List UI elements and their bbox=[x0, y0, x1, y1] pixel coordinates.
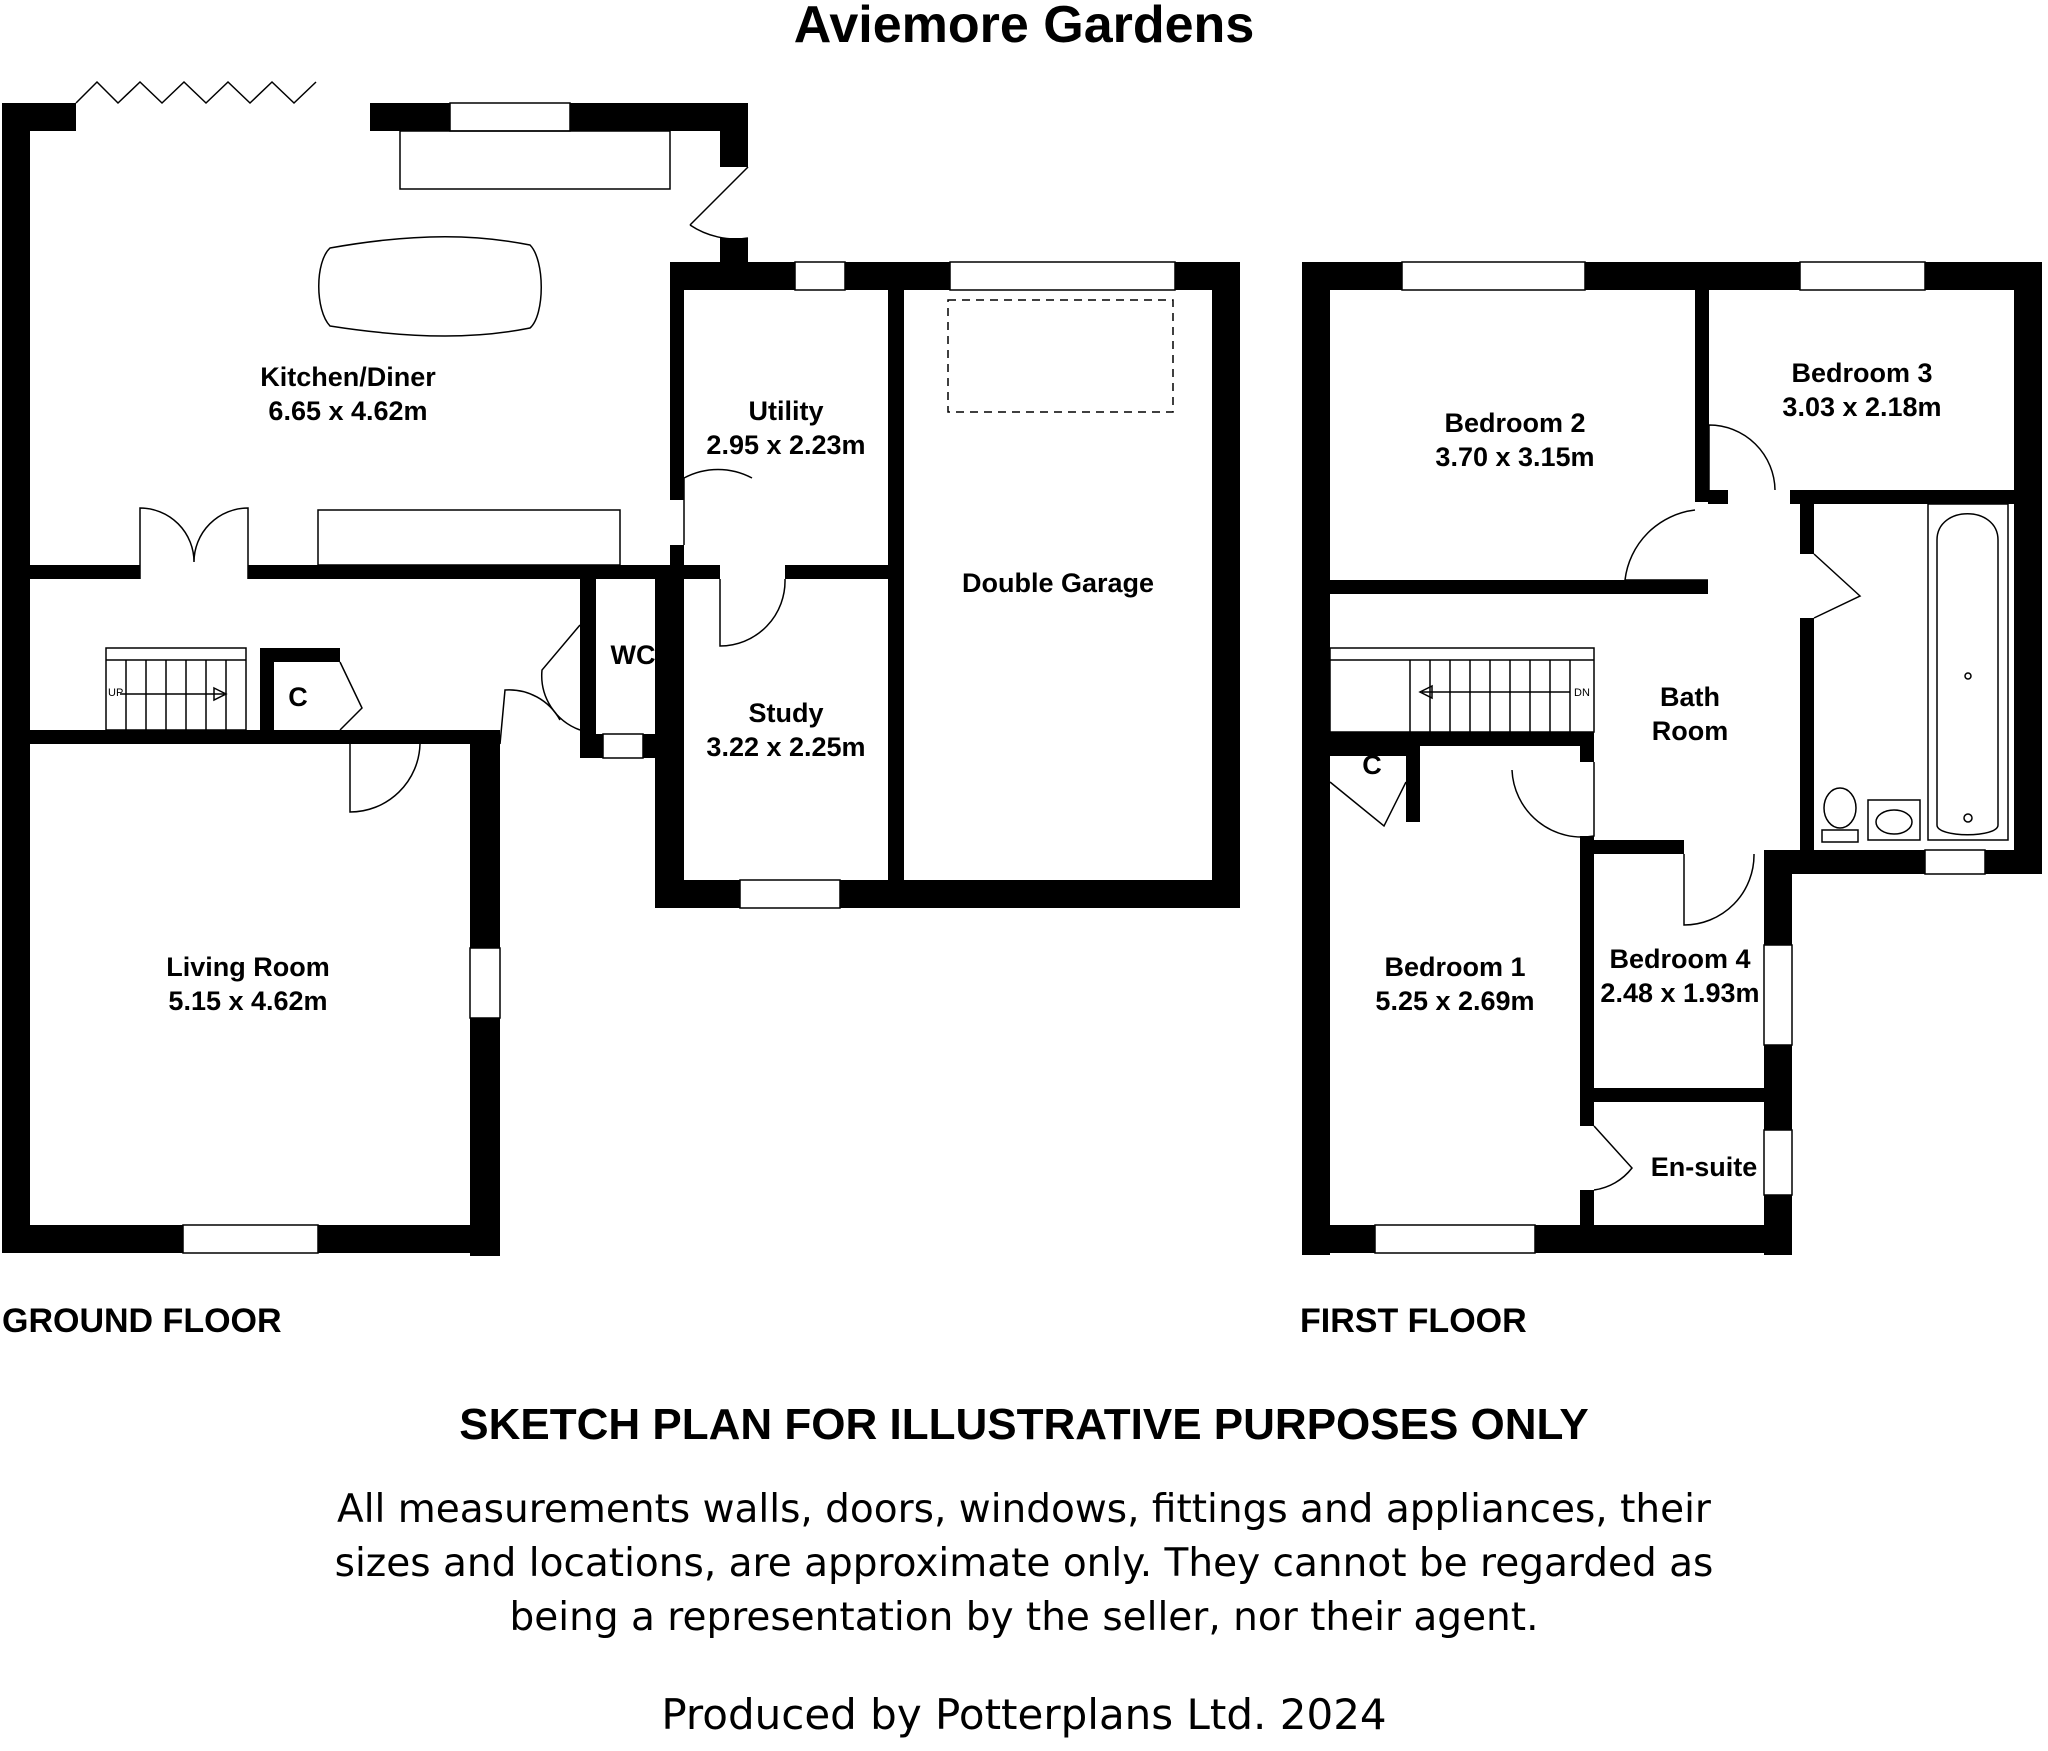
ff-stair-treads bbox=[1330, 660, 1594, 732]
kitchen-side-door bbox=[690, 167, 748, 239]
utility-garage-wall bbox=[888, 290, 904, 880]
ff-bathroom-south-wall bbox=[1788, 850, 2042, 874]
wc-west-wall bbox=[580, 578, 596, 758]
utility-size: 2.95 x 2.23m bbox=[706, 430, 866, 460]
gf-west-wall bbox=[2, 103, 30, 1253]
ff-west-wall bbox=[1302, 262, 1330, 1255]
living-door bbox=[350, 744, 420, 812]
front-door bbox=[500, 690, 560, 744]
disclaimer-text bbox=[0, 1483, 2048, 1645]
disclaimer-line-1: All measurements walls, doors, windows, fittings and appliances, their bbox=[337, 1487, 1711, 1532]
bedroom-4-north-wall-left bbox=[1594, 840, 1684, 854]
bedroom-3-door bbox=[1709, 425, 1775, 490]
living-front-window bbox=[183, 1225, 318, 1253]
living-side-window bbox=[470, 948, 500, 1018]
cupboard-door bbox=[340, 662, 362, 730]
bedroom-1-window bbox=[1375, 1225, 1535, 1253]
stair-treads bbox=[106, 660, 246, 730]
wc-window bbox=[603, 734, 643, 758]
garage-east-wall bbox=[1212, 262, 1240, 907]
ff-cupboard-door bbox=[1330, 782, 1406, 826]
bedroom-1-name: Bedroom 1 bbox=[1384, 952, 1526, 982]
study-name: Study bbox=[748, 698, 824, 728]
study-size: 3.22 x 2.25m bbox=[706, 732, 866, 762]
bifold-doors bbox=[76, 82, 316, 103]
toilet-cistern bbox=[1822, 830, 1858, 842]
kitchen-window bbox=[450, 103, 570, 131]
en-suite-window bbox=[1764, 1130, 1792, 1195]
kitchen-hall-wall-right bbox=[248, 565, 718, 579]
bedroom-2-name: Bedroom 2 bbox=[1444, 408, 1586, 438]
cupboard-west-wall bbox=[260, 648, 274, 730]
ff-cupboard-label: C bbox=[1362, 750, 1382, 780]
bedroom-1-door bbox=[1512, 762, 1594, 837]
bath-tub-frame bbox=[1928, 504, 2008, 840]
first-floor-plan bbox=[1300, 262, 2042, 1340]
kitchen-double-doors bbox=[140, 508, 248, 579]
utility-south-wall-right bbox=[785, 565, 895, 579]
kitchen-island bbox=[319, 237, 542, 336]
bedroom-3-window bbox=[1800, 262, 1925, 290]
wc-name: WC bbox=[610, 640, 656, 670]
gf-north-wall-left bbox=[2, 103, 76, 131]
plan-title: Aviemore Gardens bbox=[793, 0, 1255, 54]
ground-floor-plan bbox=[2, 82, 1240, 1340]
en-suite-name: En-suite bbox=[1650, 1152, 1758, 1182]
bedroom-3-size: 3.03 x 2.18m bbox=[1782, 392, 1942, 422]
garage-door-dashed bbox=[948, 300, 1173, 412]
living-room-name: Living Room bbox=[166, 952, 330, 982]
toilet-bowl bbox=[1824, 788, 1856, 828]
bedroom-4-window bbox=[1764, 945, 1792, 1045]
bath-drain bbox=[1965, 673, 1971, 679]
bedroom-2-door bbox=[1625, 510, 1708, 580]
utility-window bbox=[795, 262, 845, 290]
bed2-bed3-wall bbox=[1695, 290, 1709, 502]
landing-jamb bbox=[1708, 490, 1728, 504]
kitchen-unit-run bbox=[318, 510, 620, 565]
garage-window bbox=[950, 262, 1175, 290]
bathroom-west-wall-upper bbox=[1800, 504, 1814, 554]
living-room-size: 5.15 x 4.62m bbox=[168, 986, 328, 1016]
double-garage-name: Double Garage bbox=[961, 568, 1155, 598]
disclaimer-line-2: sizes and locations, are approximate only. They cannot be regarded as bbox=[334, 1541, 1714, 1586]
washbasin-bowl bbox=[1876, 810, 1912, 834]
bedroom-4-size: 2.48 x 1.93m bbox=[1600, 978, 1760, 1008]
utility-door bbox=[684, 469, 752, 545]
kitchen-diner-size: 6.65 x 4.62m bbox=[268, 396, 428, 426]
bedroom-2-window bbox=[1402, 262, 1585, 290]
hall-south-wall bbox=[30, 730, 500, 744]
stairs-up-label: UP bbox=[108, 687, 124, 699]
stairs-down-label: DN bbox=[1574, 687, 1590, 699]
bath-tap bbox=[1964, 814, 1972, 822]
disclaimer-heading: SKETCH PLAN FOR ILLUSTRATIVE PURPOSES ONLY bbox=[459, 1400, 1589, 1449]
bedroom-3-name: Bedroom 3 bbox=[1791, 358, 1933, 388]
bedroom-1-size: 5.25 x 2.69m bbox=[1375, 986, 1535, 1016]
study-window bbox=[740, 880, 840, 908]
bedroom-2-south-wall bbox=[1330, 580, 1708, 594]
bedroom-2-size: 3.70 x 3.15m bbox=[1435, 442, 1595, 472]
bath-room-name-line2: Room bbox=[1651, 716, 1729, 746]
bathroom-west-wall-lower bbox=[1800, 618, 1814, 862]
gf-kitchen-utility-wall-upper bbox=[670, 270, 684, 500]
gf-cupboard-label: C bbox=[288, 682, 308, 712]
kitchen-worktop bbox=[400, 131, 670, 189]
ff-cupboard-east-wall bbox=[1406, 742, 1420, 822]
kitchen-hall-wall-left bbox=[30, 565, 140, 579]
bedroom-4-door bbox=[1684, 854, 1754, 925]
bath-tub bbox=[1937, 514, 1998, 835]
producer-credit: Produced by Potterplans Ltd. 2024 bbox=[661, 1690, 1387, 1739]
gf-north-corner-wall bbox=[720, 103, 748, 167]
en-suite-jamb bbox=[1580, 1190, 1594, 1235]
study-door bbox=[720, 579, 785, 646]
bedroom-3-south-wall bbox=[1790, 490, 2030, 504]
en-suite-door bbox=[1594, 1126, 1632, 1190]
bedroom-4-name: Bedroom 4 bbox=[1609, 944, 1751, 974]
bathroom-door bbox=[1814, 554, 1860, 618]
first-floor-label: FIRST FLOOR bbox=[1300, 1302, 1527, 1340]
utility-name: Utility bbox=[748, 396, 824, 426]
kitchen-diner-name: Kitchen/Diner bbox=[260, 362, 436, 392]
wc-door bbox=[542, 625, 580, 730]
ff-east-wall bbox=[2014, 262, 2042, 874]
bath-room-name-line1: Bath bbox=[1660, 682, 1720, 712]
disclaimer-line-3: being a representation by the seller, nor their agent. bbox=[509, 1595, 1539, 1640]
bedroom-1-east-wall bbox=[1580, 836, 1594, 1126]
bedroom-1-jamb bbox=[1580, 732, 1594, 762]
bedroom-4-south-wall bbox=[1594, 1088, 1774, 1102]
en-suite-bath-window bbox=[1925, 850, 1985, 874]
ground-floor-label: GROUND FLOOR bbox=[2, 1302, 282, 1340]
